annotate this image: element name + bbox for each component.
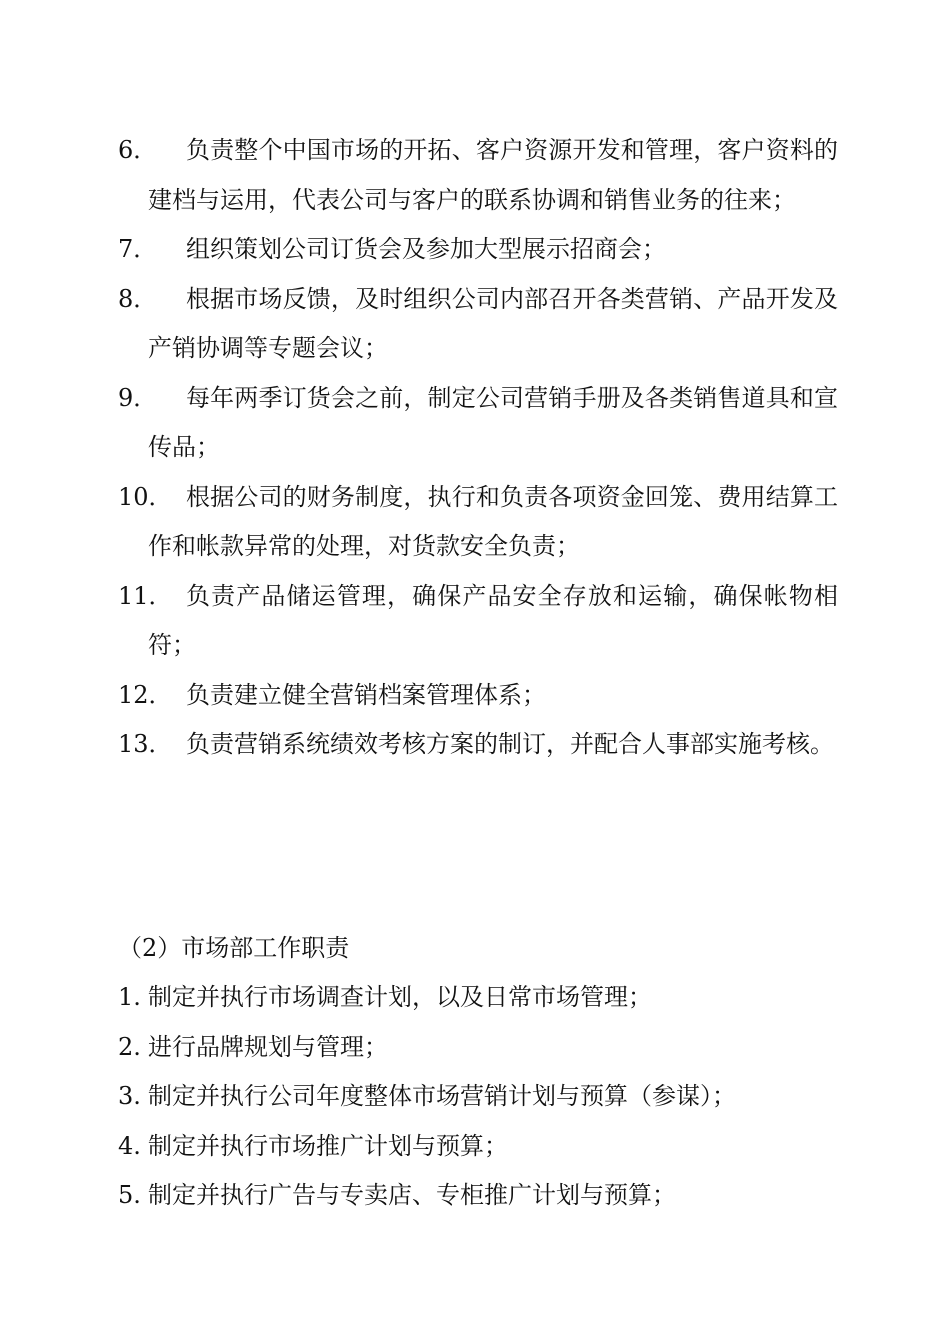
list-item: [118, 374, 838, 473]
list-item: [118, 1122, 838, 1172]
list-item: [118, 1171, 838, 1221]
item-number: 10．: [118, 482, 173, 511]
list-item: [118, 1023, 838, 1073]
list-item: [118, 720, 838, 770]
item-number: 4.: [118, 1131, 141, 1160]
list-item: [118, 973, 838, 1023]
item-number: 7．: [118, 235, 158, 263]
item-text: 制定并执行公司年度整体市场营销计划与预算（参谋）；: [148, 1082, 736, 1110]
list-item: [118, 572, 838, 671]
market-duties-list: [118, 973, 838, 1221]
item-text: 制定并执行市场推广计划与预算；: [148, 1131, 508, 1160]
item-number: 3.: [118, 1082, 141, 1110]
section-heading: （2）市场部工作职责: [118, 934, 350, 962]
item-text: 负责整个中国市场的开拓、客户资源开发和管理，客户资料的建档与运用，代表公司与客户的联系协调和销售业务的往来；: [148, 136, 838, 214]
item-text: 制定并执行广告与专卖店、专柜推广计划与预算；: [148, 1181, 676, 1209]
list-item: [118, 1072, 838, 1122]
item-number: 13．: [118, 730, 173, 758]
item-number: 11．: [118, 581, 173, 610]
item-text: 制定并执行市场调查计划，以及日常市场管理；: [148, 983, 652, 1011]
list-item: [118, 671, 838, 721]
item-number: 8．: [118, 284, 158, 313]
item-number: 9．: [118, 383, 158, 412]
item-text: 根据公司的财务制度，执行和负责各项资金回笼、费用结算工作和帐款异常的处理，对货款安全负责；: [148, 482, 838, 560]
item-number: 6．: [118, 136, 158, 164]
item-text: 根据市场反馈，及时组织公司内部召开各类营销、产品开发及产销协调等专题会议；: [148, 284, 838, 362]
list-item: [118, 275, 838, 374]
list-item: [118, 225, 838, 275]
item-text: 进行品牌规划与管理；: [148, 1032, 388, 1061]
list-item: [118, 126, 838, 225]
item-number: 2.: [118, 1032, 141, 1061]
item-number: 1.: [118, 983, 141, 1011]
item-text: 负责营销系统绩效考核方案的制订，并配合人事部实施考核。: [186, 730, 834, 758]
list-item: [118, 473, 838, 572]
item-text: 负责产品储运管理，确保产品安全存放和运输，确保帐物相符；: [148, 581, 838, 659]
sales-duties-list: [118, 126, 838, 770]
item-text: 组织策划公司订货会及参加大型展示招商会；: [186, 235, 666, 263]
item-text: 每年两季订货会之前，制定公司营销手册及各类销售道具和宣传品；: [148, 383, 838, 461]
item-number: 5.: [118, 1181, 141, 1209]
item-text: 负责建立健全营销档案管理体系；: [186, 680, 546, 709]
item-number: 12．: [118, 680, 173, 709]
